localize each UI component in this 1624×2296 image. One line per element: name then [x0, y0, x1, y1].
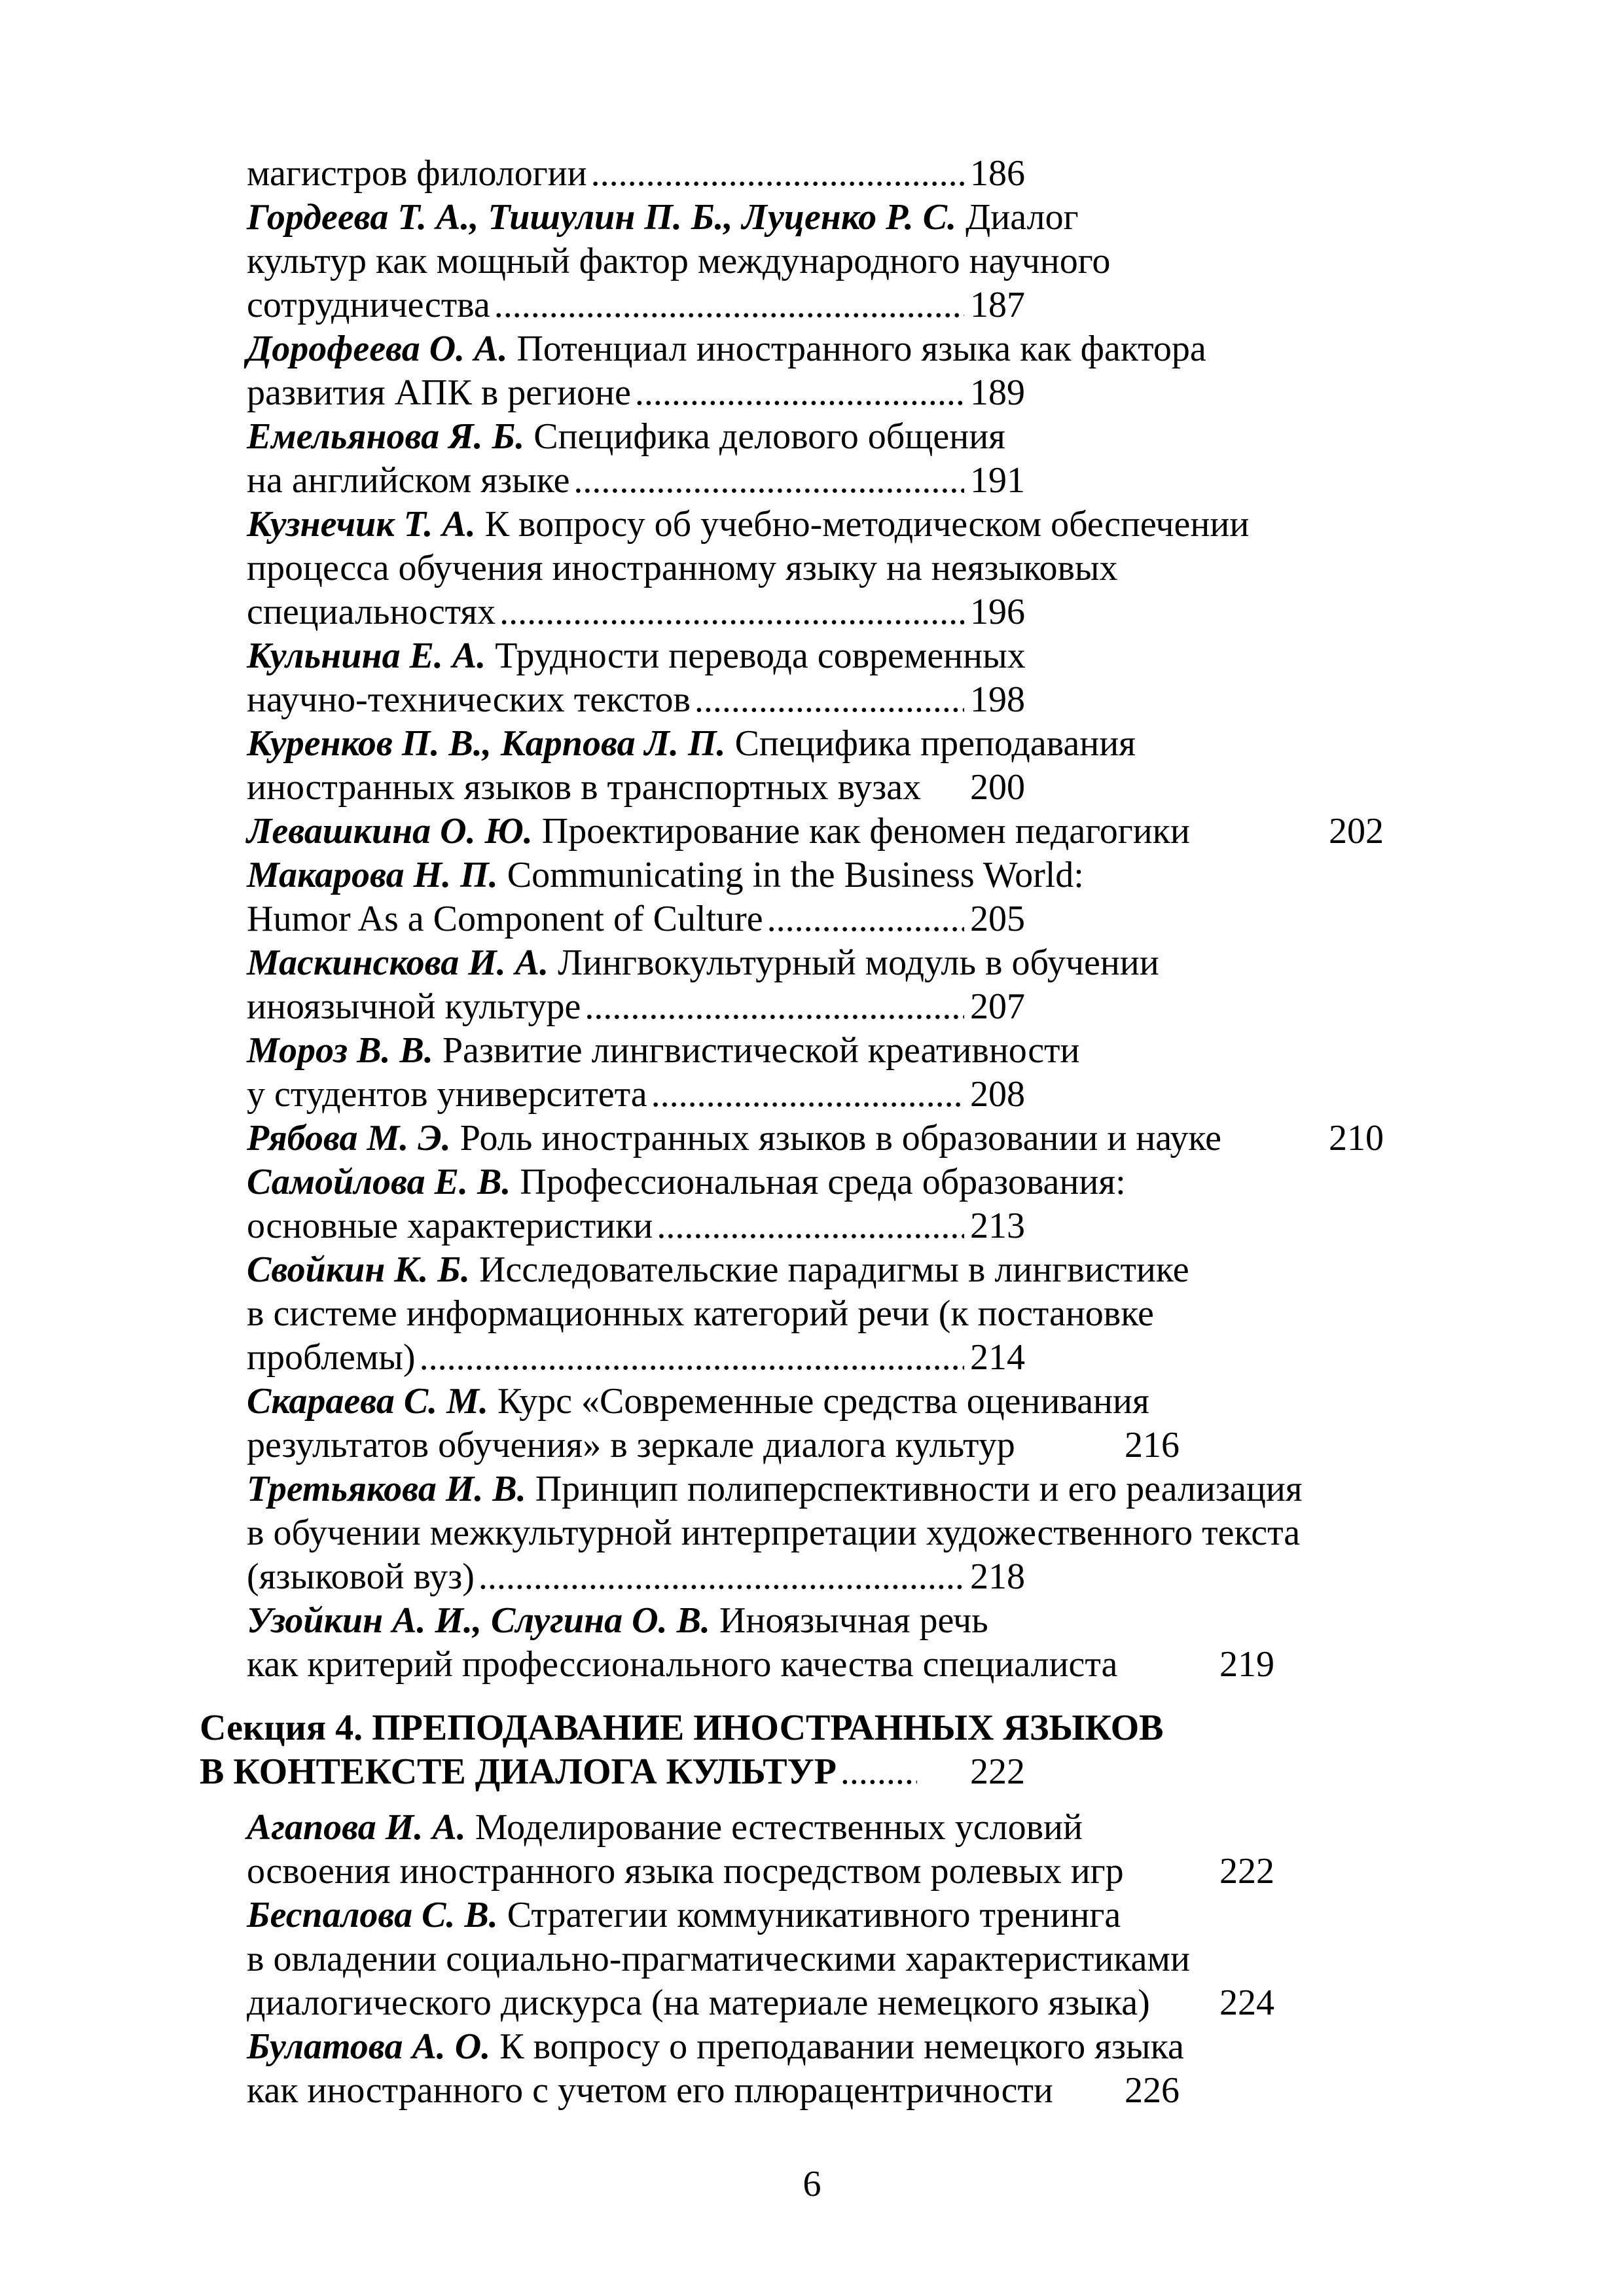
- dot-leader: [840, 1750, 917, 1794]
- entry-author: Кузнечик Т. А.: [247, 504, 476, 545]
- toc-entry-head: [0, 1117, 1624, 1160]
- table-of-contents: [0, 152, 1624, 2113]
- toc-entry-head: [0, 415, 1624, 459]
- entry-page-number: 210: [1329, 1118, 1384, 1158]
- entry-page-number: 186: [970, 153, 1025, 194]
- entry-author: Емельянова Я. Б.: [247, 416, 525, 457]
- entry-title: Моделирование естественных условий: [465, 1807, 1083, 1848]
- entry-page-number: 191: [970, 460, 1025, 501]
- entry-author: Свойкин К. Б.: [247, 1249, 470, 1290]
- entry-author: Самойлова Е. В.: [247, 1162, 511, 1202]
- entry-title: Профессиональная среда образования:: [511, 1162, 1126, 1202]
- toc-entry-line: [0, 547, 1624, 590]
- entry-title-cont: в овладении социально-прагматическими характеристиками: [247, 1939, 1190, 1979]
- entry-page-number: 218: [970, 1556, 1025, 1597]
- entry-page-number: 198: [970, 679, 1025, 720]
- toc-entry-tail-line: [0, 897, 1624, 941]
- entry-title: К вопросу об учебно-методическом обеспечении: [475, 504, 1250, 545]
- section-heading: [0, 1706, 1624, 1750]
- toc-entry-tail-line: [0, 1555, 1624, 1599]
- toc-entry-head: [0, 1248, 1624, 1292]
- toc-entry-head: [0, 2025, 1624, 2069]
- entry-author: Левашкина О. Ю.: [247, 811, 533, 852]
- entry-title: Стратегии коммуникативного тренинга: [497, 1895, 1121, 1935]
- entry-title-cont: процесса обучения иностранному языку на неязыковых: [247, 548, 1118, 588]
- entry-title-tail: научно-технических текстов: [247, 679, 691, 720]
- entry-title: Диалог: [956, 197, 1079, 238]
- entry-title-tail: проблемы): [247, 1337, 416, 1378]
- entry-page-number: 196: [970, 592, 1025, 632]
- toc-entry-tail-line: [0, 459, 1624, 503]
- entry-title-tail: освоения иностранного языка посредством ролевых игр: [247, 1851, 1124, 1892]
- dot-leader: [695, 678, 964, 722]
- dot-leader: [591, 152, 964, 196]
- toc-entry-tail-line: [0, 283, 1624, 327]
- toc-entry-head: [0, 1380, 1624, 1424]
- entry-title-cont: культур как мощный фактор международного научного: [247, 241, 1111, 281]
- entry-page-number: 202: [1329, 811, 1384, 852]
- toc-entry-head: [0, 196, 1624, 240]
- entry-title-tail: у студентов университета: [247, 1074, 647, 1115]
- entry-title: К вопросу о преподавании немецкого языка: [490, 2026, 1184, 2067]
- entry-author: Третьякова И. В.: [247, 1469, 526, 1509]
- entry-author: Беспалова С. В.: [247, 1895, 498, 1935]
- entry-author: Дорофеева О. А.: [247, 329, 508, 369]
- entry-title: Проектирование как феномен педагогики: [532, 811, 1190, 852]
- toc-entry-head: [0, 634, 1624, 678]
- entry-author: Рябова М. Э.: [247, 1118, 451, 1158]
- dot-leader: [420, 1336, 964, 1380]
- entry-author: Куренков П. В., Карпова Л. П.: [247, 723, 726, 764]
- entry-title-tail: магистров филологии: [247, 153, 587, 194]
- entry-author: Мороз В. В.: [247, 1030, 433, 1071]
- toc-entry-head: [0, 1029, 1624, 1073]
- entry-title-tail: как иностранного с учетом его плюрацентричности: [247, 2070, 1053, 2111]
- entry-title-tail: специальностях: [247, 592, 496, 632]
- entry-page-number: 222: [1219, 1851, 1274, 1892]
- entry-title: Трудности перевода современных: [486, 636, 1026, 676]
- toc-entry-line: [0, 1511, 1624, 1555]
- entry-title: Специфика преподавания: [725, 723, 1136, 764]
- entry-title-tail: иностранных языков в транспортных вузах: [247, 767, 922, 808]
- entry-title-tail: развития АПК в регионе: [247, 372, 631, 413]
- entry-title-cont: в системе информационных категорий речи (к постановке: [247, 1293, 1154, 1334]
- toc-entry-head: [0, 722, 1624, 766]
- entry-title-tail: сотрудничества: [247, 285, 490, 325]
- entry-title-tail: (языковой вуз): [247, 1556, 475, 1597]
- entry-title: Communicating in the Business World:: [497, 855, 1084, 895]
- entry-title: Потенциал иностранного языка как фактора: [507, 329, 1206, 369]
- toc-entry-head: [0, 1893, 1624, 1937]
- entry-title: Развитие лингвистической креативности: [433, 1030, 1080, 1071]
- toc-entry-tail-line: [0, 371, 1624, 415]
- toc-entry-head: [0, 1806, 1624, 1850]
- dot-leader: [478, 1555, 964, 1599]
- entry-page-number: 219: [1219, 1644, 1274, 1685]
- toc-entry-tail-line: [0, 1073, 1624, 1117]
- entry-title-tail: результатов обучения» в зеркале диалога культур: [247, 1425, 1015, 1465]
- entry-page-number: 226: [1125, 2070, 1180, 2111]
- page-number: 6: [803, 2164, 821, 2204]
- entry-author: Гордеева Т. А., Тишулин П. Б., Луценко Р. С.: [247, 197, 957, 238]
- toc-entry-line: [0, 240, 1624, 283]
- entry-page-number: 200: [970, 767, 1025, 808]
- entry-title-tail: как критерий профессионального качества специалиста: [247, 1644, 1118, 1685]
- entry-title: Курс «Современные средства оценивания: [488, 1381, 1149, 1422]
- entry-title-tail: основные характеристики: [247, 1206, 653, 1246]
- dot-leader: [657, 1204, 964, 1248]
- toc-entry-tail-line: [0, 1850, 1624, 1893]
- dot-leader: [767, 897, 964, 941]
- entry-page-number: 216: [1125, 1425, 1180, 1465]
- entry-page-number: 208: [970, 1074, 1025, 1115]
- dot-leader: [573, 459, 964, 503]
- entry-title: Принцип полиперспективности и его реализация: [526, 1469, 1303, 1509]
- toc-entry-line: [0, 1292, 1624, 1336]
- entry-author: Макарова Н. П.: [247, 855, 498, 895]
- entry-title: Исследовательские парадигмы в лингвистике: [469, 1249, 1189, 1290]
- entry-title: Лингвокультурный модуль в обучении: [549, 942, 1159, 983]
- section-title-line2: В КОНТЕКСТЕ ДИАЛОГА КУЛЬТУР: [200, 1751, 837, 1792]
- toc-entry-head: [0, 1467, 1624, 1511]
- entry-page-number: 207: [970, 986, 1025, 1027]
- toc-entry-head: [0, 1160, 1624, 1204]
- toc-entry-head: [0, 853, 1624, 897]
- entry-title: Специфика делового общения: [524, 416, 1005, 457]
- toc-entry-head: [0, 810, 1624, 853]
- entry-page-number: 205: [970, 899, 1025, 939]
- entry-title: Иноязычная речь: [710, 1600, 988, 1641]
- entry-page-number: 224: [1219, 1982, 1274, 2023]
- entry-page-number: 214: [970, 1337, 1025, 1378]
- entry-page-number: 213: [970, 1206, 1025, 1246]
- entry-author: Скараева С. М.: [247, 1381, 488, 1422]
- entry-author: Кульнина Е. А.: [247, 636, 486, 676]
- toc-entry-tail-line: [0, 1336, 1624, 1380]
- toc-entry-tail-line: [0, 1981, 1624, 2025]
- entry-page-number: 189: [970, 372, 1025, 413]
- dot-leader: [651, 1073, 964, 1117]
- entry-title: Роль иностранных языков в образовании и науке: [450, 1118, 1221, 1158]
- entry-title-tail: диалогического дискурса (на материале немецкого языка): [247, 1982, 1150, 2023]
- toc-entry-tail-line: [0, 1643, 1624, 1687]
- toc-entry-tail-line: [0, 590, 1624, 634]
- toc-entry-tail-line: [0, 1424, 1624, 1467]
- dot-leader: [494, 283, 964, 327]
- toc-entry-head: [0, 1599, 1624, 1643]
- entry-title-tail: на английском языке: [247, 460, 570, 501]
- dot-leader: [635, 371, 964, 415]
- section-page-number: 222: [970, 1751, 1025, 1792]
- toc-entry-head: [0, 941, 1624, 985]
- entry-author: Маскинскова И. А.: [247, 942, 549, 983]
- toc-entry-tail-line: [0, 2069, 1624, 2113]
- dot-leader: [499, 590, 964, 634]
- toc-entry-tail-line: [0, 152, 1624, 196]
- section-heading-tail: [0, 1750, 1624, 1794]
- section-title-line1: Секция 4. ПРЕПОДАВАНИЕ ИНОСТРАННЫХ ЯЗЫКОВ: [200, 1708, 1164, 1748]
- dot-leader: [585, 985, 964, 1029]
- toc-entry-head: [0, 327, 1624, 371]
- toc-entry-tail-line: [0, 985, 1624, 1029]
- entry-page-number: 187: [970, 285, 1025, 325]
- toc-entry-line: [0, 1937, 1624, 1981]
- entry-title-tail: иноязычной культуре: [247, 986, 581, 1027]
- toc-entry-tail-line: [0, 678, 1624, 722]
- entry-author: Агапова И. А.: [247, 1807, 466, 1848]
- entry-author: Узойкин А. И., Слугина О. В.: [247, 1600, 710, 1641]
- entry-title-cont: в обучении межкультурной интерпретации художественного текста: [247, 1513, 1301, 1553]
- entry-title-tail: Humor As a Component of Culture: [247, 899, 763, 939]
- entry-author: Булатова А. О.: [247, 2026, 491, 2067]
- toc-entry-tail-line: [0, 766, 1624, 810]
- toc-entry-tail-line: [0, 1204, 1624, 1248]
- toc-entry-head: [0, 503, 1624, 547]
